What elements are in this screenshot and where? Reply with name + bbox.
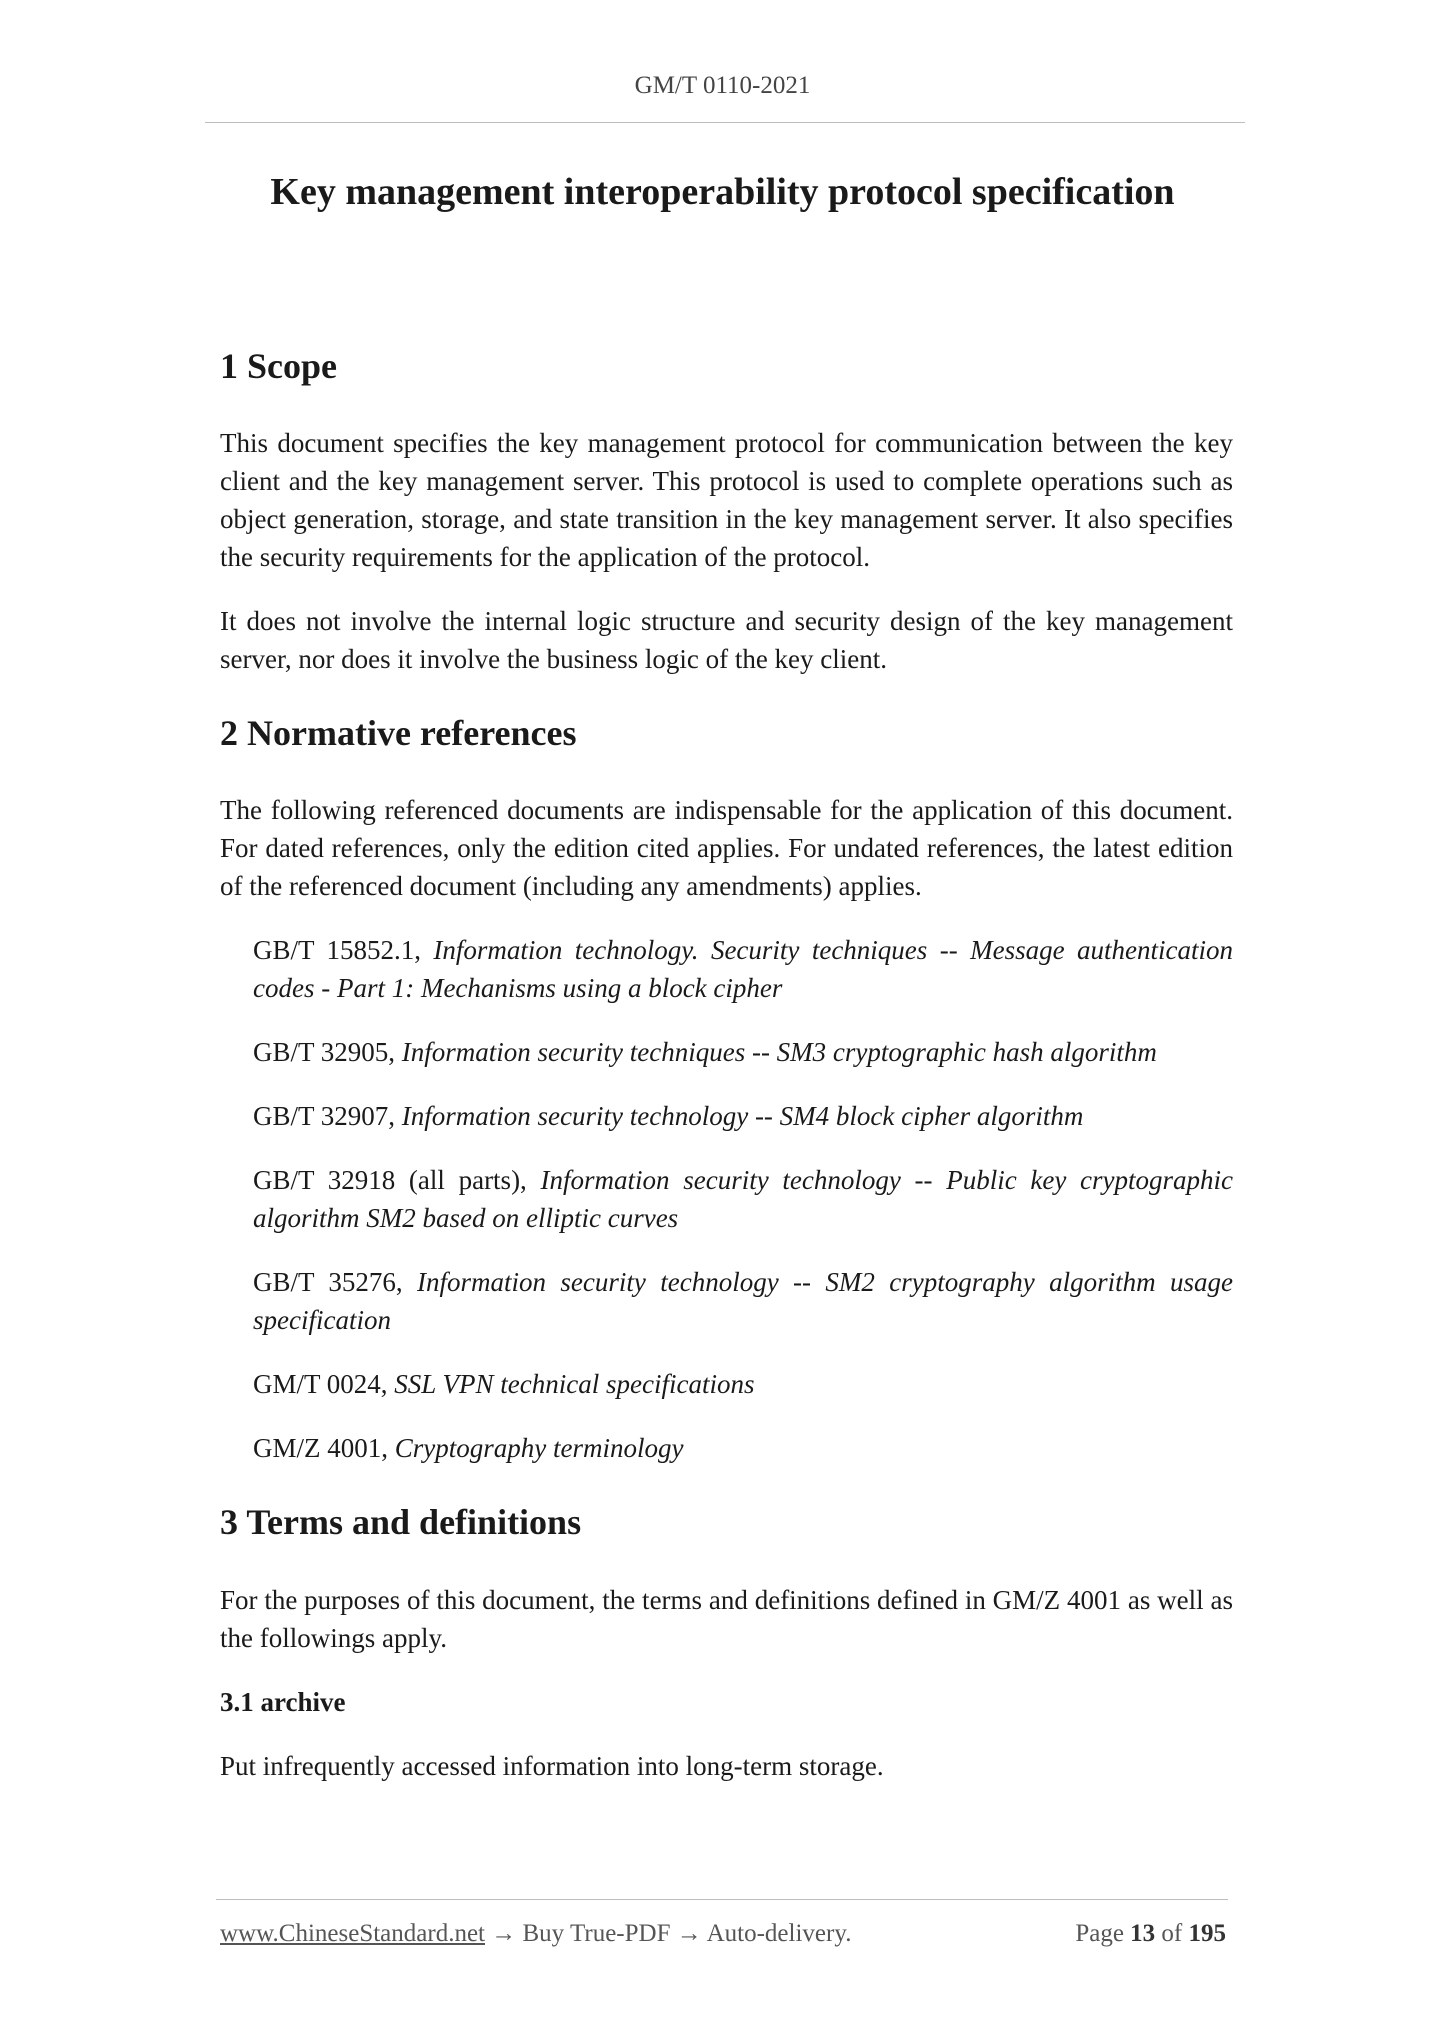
term-heading-archive: 3.1 archive [220, 1686, 346, 1717]
document-id-header: GM/T 0110-2021 [634, 72, 811, 99]
reference-code: GM/T 0024, [253, 1369, 395, 1400]
section-heading-terms: 3 Terms and definitions [220, 1502, 582, 1543]
page-number: 13 [1130, 1920, 1156, 1947]
scope-paragraph-1: This document specifies the key management protocol for communication between the key client and the key management server. This protocol is used to complete operations such as object generation, storage, and state transition in the key management server. It also specifies the security requirements for the application of the protocol. [220, 428, 1233, 573]
reference-code: GB/T 35276, [253, 1267, 418, 1298]
reference-item [253, 931, 1233, 1007]
page-total: 195 [1188, 1920, 1226, 1947]
section-heading-scope: 1 Scope [220, 346, 337, 386]
reference-code: GB/T 15852.1, [253, 935, 434, 966]
reference-title: Information security techniques -- SM3 cryptographic hash algorithm [401, 1037, 1157, 1068]
reference-title: Cryptography terminology [394, 1433, 684, 1464]
reference-item [253, 1365, 1233, 1403]
scope-paragraph-2: It does not involve the internal logic structure and security design of the key management server, nor does it involve the business logic of the key client. [220, 606, 1233, 675]
document-title: Key management interoperability protocol specification [270, 171, 1175, 213]
footer-promo [220, 1920, 851, 1948]
reference-title: SSL VPN technical specifications [394, 1369, 755, 1400]
footer-buy-text: Buy True-PDF [522, 1920, 671, 1947]
section-heading-normative-references: 2 Normative references [220, 713, 577, 754]
reference-title: Information technology. Security techniques -- Message authentication codes - Part 1: Mechanisms using a block cipher [253, 935, 1234, 1004]
reference-item [253, 1033, 1233, 1071]
term-definition-archive: Put infrequently accessed information into long-term storage. [220, 1750, 884, 1781]
footer-divider [216, 1899, 1228, 1900]
arrow-icon: → [670, 1920, 707, 1947]
normative-intro: The following referenced documents are indispensable for the application of this document. For dated references, only the edition cited applies. For undated references, the latest edition of the referenced document (including any amendments) applies. [220, 795, 1233, 902]
reference-title: Information security technology -- SM4 block cipher algorithm [401, 1101, 1084, 1132]
reference-code: GM/Z 4001, [253, 1433, 395, 1464]
reference-code: GB/T 32907, [253, 1101, 402, 1132]
page-label: Page [1075, 1920, 1124, 1947]
reference-item [253, 1097, 1233, 1135]
terms-intro: For the purposes of this document, the terms and definitions defined in GM/Z 4001 as well as the followings apply. [220, 1584, 1233, 1653]
header-divider [205, 122, 1245, 123]
reference-title: Information security technology -- SM2 cryptography algorithm usage specification [253, 1267, 1233, 1336]
reference-code: GB/T 32918 (all parts), [253, 1165, 541, 1196]
arrow-icon: → [485, 1920, 523, 1947]
reference-item [253, 1263, 1233, 1339]
reference-title: Information security technology -- Public key cryptographic algorithm SM2 based on elliptic curves [253, 1165, 1234, 1234]
reference-code: GB/T 32905, [253, 1037, 402, 1068]
footer-delivery-text: Auto-delivery. [706, 1920, 852, 1947]
footer-website-link[interactable]: www.ChineseStandard.net [220, 1920, 485, 1947]
of-label: of [1161, 1920, 1183, 1947]
document-body [220, 345, 1233, 1811]
page-indicator [1075, 1920, 1226, 1948]
reference-item [253, 1161, 1233, 1237]
reference-item [253, 1429, 1233, 1467]
